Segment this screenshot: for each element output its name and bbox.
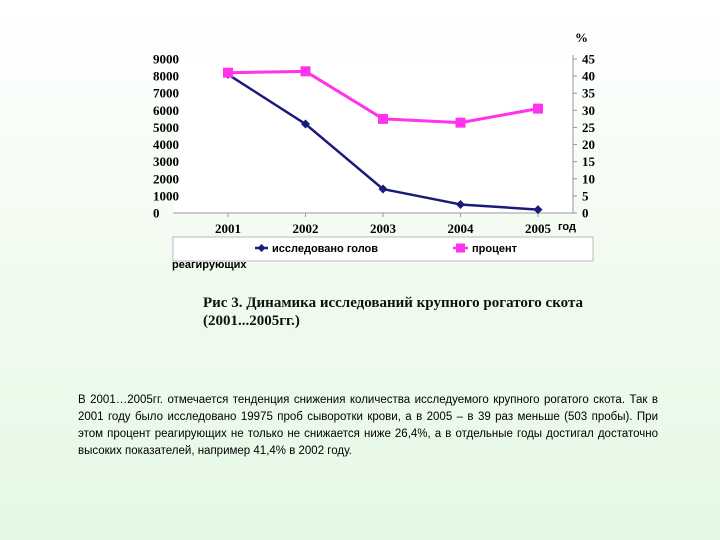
right-tick-label: 10 [582,171,595,187]
legend-extra-label: реагирующих [172,259,247,271]
left-tick-label: 5000 [153,119,179,135]
left-tick-label: 6000 [153,102,179,118]
right-tick-label: 30 [582,102,595,118]
x-tick-label: 2001 [215,221,241,236]
right-tick-label: 45 [582,51,595,67]
left-tick-label: 4000 [153,137,179,153]
plot-area [173,58,573,214]
left-tick-label: 9000 [153,51,179,67]
left-tick-label: 8000 [153,68,179,84]
x-tick-label: 2005 [525,221,551,236]
legend-box [173,237,593,261]
x-axis-ticks [215,213,552,236]
right-tick-label: 5 [582,188,589,204]
right-tick-label: 25 [582,119,595,135]
right-tick-label: 40 [582,68,595,84]
data-point-series-2 [378,114,388,124]
left-tick-label: 1000 [153,188,179,204]
left-tick-label: 3000 [153,154,179,170]
right-tick-label: 35 [582,85,595,101]
right-axis-unit: % [575,30,588,45]
left-tick-label: 2000 [153,171,179,187]
caption-line-2: (2001...2005гг.) [203,313,300,329]
figure-caption [203,294,623,330]
data-point-series-2 [301,66,311,76]
legend-label-series-2: процент [472,243,517,255]
x-tick-label: 2004 [447,221,474,236]
caption-line-1: Рис 3. Динамика исследований крупного рогатого скота [203,295,584,311]
right-tick-label: 20 [582,137,595,153]
x-tick-label: 2002 [292,221,319,236]
left-tick-label: 0 [153,205,160,221]
right-axis-ticks [573,52,596,221]
left-tick-label: 7000 [153,85,179,101]
x-tick-label: 2003 [370,221,396,236]
legend-label-series-1: исследовано голов [272,243,379,255]
data-point-series-2 [223,68,233,78]
body-paragraph: В 2001…2005гг. отмечается тенденция снижения количества исследуемого крупного рогатого скота. Так в 2001 году было исследовано 19975 проб сыворотки крови, а в 2005 – в 39 раз меньше (503 пробы). При этом процент реагирующих не только не снижается ниже 26,4%, а в отдельные годы достигал достаточно высоких показателей, например 41,4% в 2002 году. [78,394,658,457]
right-tick-label: 0 [582,205,589,221]
legend-marker-square-icon [456,244,465,253]
right-tick-label: 15 [582,154,595,170]
data-point-series-2 [533,104,543,114]
data-point-series-2 [456,118,466,128]
x-axis-unit: год [558,221,576,233]
legend [172,237,593,271]
